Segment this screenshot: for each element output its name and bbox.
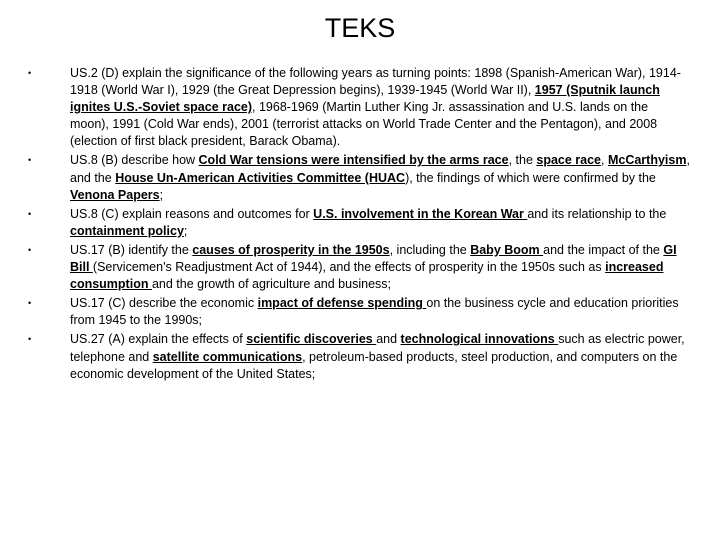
teks-item-us8b <box>28 152 690 203</box>
bullet-icon: • <box>28 244 32 255</box>
standard-text: and its relationship to the <box>527 206 667 221</box>
keyword: scientific discoveries <box>246 332 377 347</box>
standard-text: , <box>601 153 608 168</box>
keyword: causes of prosperity in the 1950s <box>192 242 390 257</box>
standard-text: ; <box>159 187 164 202</box>
standard-text: US.2 (D) explain the significance of the following years as turning points: 1898 (Spanish-American War), 1914-1918 (World War I), 1929 (the Great Depression begins), 1939-1945 (World War II), <box>70 66 681 98</box>
bullet-icon: • <box>28 298 32 309</box>
slide-title: TEKS <box>324 13 396 43</box>
standard-text: , including the <box>389 242 471 257</box>
teks-item-us27a <box>28 331 690 382</box>
standard-text: , the <box>508 153 537 168</box>
standard-text: and the growth of agriculture and business; <box>151 277 391 292</box>
keyword: satellite communications <box>152 349 303 364</box>
teks-list <box>28 65 690 385</box>
keyword: Baby Boom <box>470 242 544 257</box>
teks-text <box>70 243 677 291</box>
teks-item-us2d <box>28 65 690 150</box>
standard-text: , 1968-1969 (Martin Luther King Jr. assassination and U.S. lands on the moon), 1991 (Cold War ends), 2001 (terrorist attacks on World Trade Center and the Pentagon), and 2008 (election of first black president, Barack Obama). <box>70 100 658 149</box>
teks-text <box>70 207 666 238</box>
keyword: McCarthyism <box>607 153 687 168</box>
standard-text: and the impact of the <box>543 242 664 257</box>
bullet-icon: • <box>28 155 32 166</box>
standard-text: US.17 (C) describe the economic <box>70 296 258 311</box>
keyword: 1957 (Sputnik launch ignites U.S.-Soviet space race) <box>70 83 660 115</box>
standard-text: on the business cycle and education priorities from 1945 to the 1990s; <box>70 296 679 328</box>
bullet-icon: • <box>28 208 32 219</box>
standard-text: (Servicemen's Readjustment Act of 1944), and the effects of prosperity in the 1950s such as <box>92 260 606 275</box>
teks-text <box>70 296 679 327</box>
bullet-icon: • <box>28 334 32 345</box>
teks-item-us8c <box>28 206 690 240</box>
standard-text: US.27 (A) explain the effects of <box>70 332 247 347</box>
keyword: Venona Papers <box>70 187 160 202</box>
standard-text: US.8 (C) explain reasons and outcomes for <box>70 206 314 221</box>
teks-item-us17b <box>28 242 690 293</box>
keyword: Cold War tensions were intensified by the arms race <box>198 153 509 168</box>
keyword: increased consumption <box>70 260 664 292</box>
keyword: U.S. involvement in the Korean War <box>313 206 528 221</box>
keyword: impact of defense spending <box>257 296 427 311</box>
keyword: House Un-American Activities Committee (HUAC <box>115 170 406 185</box>
standard-text: such as electric power, telephone and <box>70 332 685 364</box>
keyword: space race <box>536 153 602 168</box>
teks-text <box>70 332 685 380</box>
bullet-icon: • <box>28 68 32 78</box>
standard-text: , and the <box>70 153 690 185</box>
standard-text: ), the findings of which were confirmed by the <box>405 170 656 185</box>
standard-text: US.17 (B) identify the <box>70 242 193 257</box>
teks-text <box>70 153 690 201</box>
teks-text <box>70 66 681 148</box>
standard-text: US.8 (B) describe how <box>70 153 199 168</box>
teks-item-us17c <box>28 295 690 329</box>
keyword: technological innovations <box>400 332 559 347</box>
standard-text: and <box>376 332 401 347</box>
keyword: GI Bill <box>70 242 677 275</box>
standard-text: ; <box>183 223 188 238</box>
keyword: containment policy <box>70 223 184 238</box>
standard-text: , petroleum-based products, steel production, and computers on the economic development of the United States; <box>70 349 678 381</box>
